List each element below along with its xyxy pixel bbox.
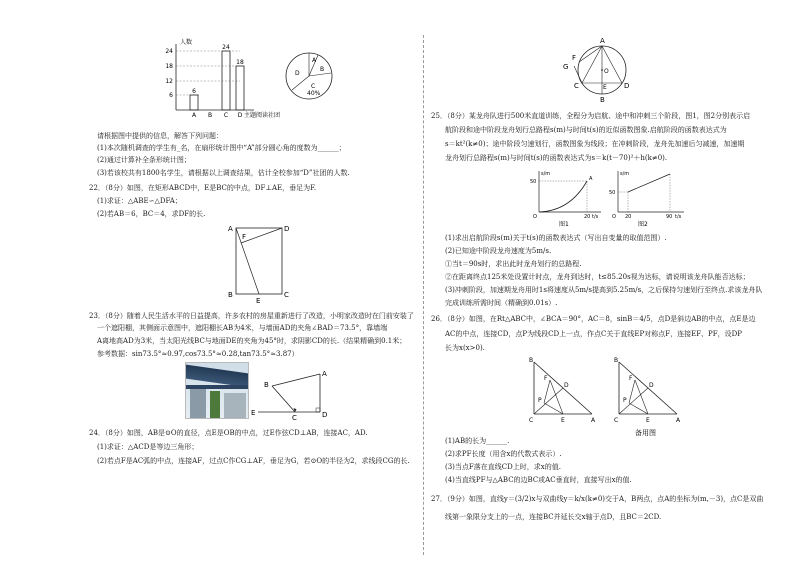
x-category-label: B bbox=[207, 112, 213, 119]
q26-line2: AC的中点，连接CD，点P为线段CD上一点，作点C关于直线EP对称点F，连接EF、PF，设DP bbox=[445, 330, 742, 338]
graph2-y-tick: 50 bbox=[609, 190, 616, 196]
point-label-a: A bbox=[591, 417, 596, 424]
q22-part1: (1)求证：△ABE∽△DFA； bbox=[97, 197, 182, 205]
point-label-c: C bbox=[614, 417, 619, 424]
x-category-label: D bbox=[237, 112, 243, 119]
q25-part2a: ①当t＝90s时，求出此时龙舟划行的总路程. bbox=[445, 260, 582, 268]
graph2-origin: O bbox=[612, 214, 616, 220]
x-category-label: C bbox=[223, 112, 229, 119]
point-label-f: F bbox=[629, 375, 633, 382]
q25-line1: 25．（8分）某龙舟队进行500米直道训练，全程分为启航、途中和冲刺三个阶段，图1，图2分别表示启 bbox=[431, 112, 751, 120]
point-label-a: A bbox=[322, 370, 327, 378]
q25-part2b: ②在距离终点125米处设置计时点，龙舟到达时，t≤85.20s视为达标，请说明该龙舟队能否达标； bbox=[445, 273, 750, 281]
q25-graph-1 bbox=[525, 168, 605, 228]
q25-part2: (2)已知途中阶段龙舟速度为5m/s. bbox=[445, 247, 552, 255]
q21-part2: (2)通过计算补全条形统计图； bbox=[97, 156, 191, 164]
q25-part1: (1)求出启航阶段s(m)关于t(s)的函数表达式（写出自变量的取值范围）. bbox=[445, 234, 667, 242]
point-label-a: A bbox=[600, 37, 605, 45]
point-label-c: C bbox=[292, 414, 297, 422]
column-divider bbox=[423, 35, 424, 555]
point-label-f: F bbox=[242, 233, 247, 241]
y-tick-label: 18 bbox=[165, 63, 173, 70]
q24-line1: 24．（8分）如图，AB是⊙O的直径，点E是OB的中点，过E作弦CD⊥AB，连接AC，AD. bbox=[89, 429, 368, 437]
point-label-b: B bbox=[600, 96, 605, 104]
q23-line3: A离地高AD为3米，当太阳光线BC与地面DE的夹角为45°时，求阴影CD的长.（结果精确到0.1米； bbox=[97, 337, 407, 345]
pie-label-c-percent: 40% bbox=[307, 90, 321, 97]
graph2-xlabel: t/s bbox=[675, 214, 682, 220]
bar-chart bbox=[160, 36, 285, 124]
graph1-point-label: A bbox=[589, 176, 593, 182]
point-label-e: E bbox=[646, 417, 650, 424]
point-label-d: D bbox=[322, 411, 328, 419]
q27-line1: 27．（9分）如图，直线y＝(3/2)x与双曲线y＝k/x(k≠0)交于A，B两点，点A的坐标为(m,－3)，点C是双曲 bbox=[431, 495, 764, 503]
backup-figure-caption: 备用图 bbox=[635, 429, 656, 437]
q25-part3a: (3)冲刺阶段，加速期龙舟用时1s将速度从5m/s提高到5.25m/s，之后保持匀速划行至终点.求该龙舟队 bbox=[445, 286, 763, 294]
point-label-g: G bbox=[563, 63, 569, 71]
point-label-b: B bbox=[614, 357, 619, 364]
point-label-a: A bbox=[676, 417, 681, 424]
pie-label-c: C bbox=[311, 83, 316, 90]
graph1-y-tick: 50 bbox=[530, 179, 537, 185]
q21-intro: 请根据图中提供的信息，解答下列问题： bbox=[97, 132, 223, 140]
x-category-label: A bbox=[191, 112, 197, 119]
graph2-x-tick: 20 bbox=[625, 214, 632, 220]
q25-line4: 龙舟划行总路程s(m)与时间t(s)的函数表达式为s＝k(t－70)²＋h(k≠0). bbox=[445, 154, 668, 162]
graph2-x-tick: 90 bbox=[666, 214, 673, 220]
q25-graph-2 bbox=[608, 168, 688, 228]
y-tick-label: 6 bbox=[169, 92, 173, 99]
x-axis-title: 主题阅读社团 bbox=[244, 112, 281, 119]
point-label-b: B bbox=[264, 381, 269, 389]
bar-a bbox=[190, 95, 198, 110]
point-label-a: A bbox=[228, 225, 233, 233]
point-label-f: F bbox=[572, 54, 577, 62]
q23-awning-diagram bbox=[250, 362, 335, 422]
bar-d bbox=[236, 66, 244, 110]
q24-circle-figure bbox=[560, 36, 640, 104]
graph2-ylabel: s/m bbox=[620, 171, 630, 177]
pie-label-a: A bbox=[312, 57, 317, 64]
pie-label-b: B bbox=[320, 66, 325, 73]
y-axis-title: 人数 bbox=[180, 39, 193, 46]
q25-line3: s＝kt²(k≠0)；途中阶段匀速划行，函数图象为线段；在冲刺阶段，龙舟先加速后匀减速，加速期 bbox=[445, 140, 745, 148]
q26-part2: (2)求PF长度（用含x的代数式表示）. bbox=[445, 450, 562, 458]
point-label-f: F bbox=[544, 375, 548, 382]
graph1-caption: 图1 bbox=[559, 221, 569, 228]
point-label-b: B bbox=[529, 357, 534, 364]
q23-line1: 23．（8分）随着人民生活水平的日益提高，许多农村的房屋重新进行了改造，小明家改造时在门前安装了 bbox=[89, 312, 414, 320]
bar-value-label: 18 bbox=[236, 59, 244, 66]
point-label-c: C bbox=[284, 291, 289, 299]
q22-part2: (2)若AB＝6，BC＝4，求DF的长. bbox=[97, 210, 206, 218]
q26-line3: 长为x(x>0). bbox=[445, 344, 485, 352]
q22-rectangle-figure bbox=[225, 222, 295, 306]
awning-photo bbox=[185, 362, 249, 419]
point-label-e: E bbox=[561, 417, 565, 424]
point-label-c: C bbox=[574, 82, 579, 90]
point-label-o: O bbox=[604, 68, 609, 75]
q24-part1: (1)求证：△ACD是等边三角形； bbox=[97, 443, 199, 451]
q26-part3: (3)当点F落在直线CD上时，求x的值. bbox=[445, 463, 561, 471]
bar-value-label: 6 bbox=[192, 88, 196, 95]
q27-line2: 线第一象限分支上的一点，连接BC并延长交x轴于点D，且BC＝2CD. bbox=[445, 513, 662, 521]
point-label-e: E bbox=[603, 84, 607, 91]
graph1-xlabel: t/s bbox=[592, 214, 599, 220]
bar-c bbox=[222, 51, 230, 110]
bar-value-label: 24 bbox=[222, 44, 230, 51]
q25-part3b: 完成训练所需时间（精确到0.01s）. bbox=[445, 299, 558, 307]
point-label-b: B bbox=[228, 291, 233, 299]
q23-line4: 参考数据：sin73.5°≈0.97,cos73.5°≈0.28,tan73.5°≈3.87） bbox=[97, 350, 299, 358]
q23-line2: 一个遮阳棚，其侧面示意图中，遮阳棚长AB为4米，与墙面AD的夹角∠BAD＝73.5°，靠墙端 bbox=[97, 324, 388, 332]
q21-part1: (1)本次随机调查的学生有_名，在扇形统计图中“A”部分圆心角的度数为______； bbox=[97, 144, 346, 152]
q26-part1: (1)AB的长为______. bbox=[445, 437, 510, 445]
point-label-c: C bbox=[529, 417, 534, 424]
point-label-d: D bbox=[649, 382, 654, 389]
graph1-ylabel: s/m bbox=[541, 171, 551, 177]
q24-part2: (2)若点F是AC弧的中点，连接AF，过点C作CG⊥AF，垂足为G，若⊙O的半径为2，求线段CG的长. bbox=[97, 457, 410, 465]
q26-backup-figure bbox=[605, 356, 685, 440]
pie-chart bbox=[283, 50, 335, 102]
point-label-e: E bbox=[251, 409, 256, 417]
point-label-p: P bbox=[538, 397, 542, 404]
q25-line2: 航阶段和途中阶段龙舟划行总路程s(m)与时间t(s)的近似函数图象.启航阶段的函数表达式为 bbox=[445, 126, 727, 134]
pie-label-d: D bbox=[295, 70, 300, 77]
y-tick-label: 24 bbox=[165, 48, 173, 55]
graph1-x-tick: 20 bbox=[584, 214, 591, 220]
point-label-p: P bbox=[623, 397, 627, 404]
y-tick-label: 12 bbox=[165, 78, 173, 85]
q26-part4: (4)当直线PF与△ABC的边BC或AC垂直时，直接写出x的值. bbox=[445, 476, 632, 484]
q21-part3: (3)若该校共有1800名学生，请根据以上调查结果，估计全校参加“D”社团的人数. bbox=[97, 169, 350, 177]
point-label-d: D bbox=[624, 82, 630, 90]
q26-line1: 26．（8分）如图，在Rt△ABC中，∠BCA＝90°，AC＝8，sinB＝4/5，点D是斜边AB的中点，点E是边 bbox=[431, 315, 756, 323]
point-label-d: D bbox=[564, 382, 569, 389]
graph2-caption: 图2 bbox=[638, 221, 648, 228]
q22-heading: 22．（8分）如图，在矩形ABCD中，E是BC的中点，DF⊥AE，垂足为F. bbox=[89, 184, 317, 192]
point-label-e: E bbox=[256, 297, 261, 305]
graph1-origin: O bbox=[533, 214, 537, 220]
q26-triangle-figure bbox=[520, 356, 600, 428]
point-label-d: D bbox=[284, 225, 290, 233]
